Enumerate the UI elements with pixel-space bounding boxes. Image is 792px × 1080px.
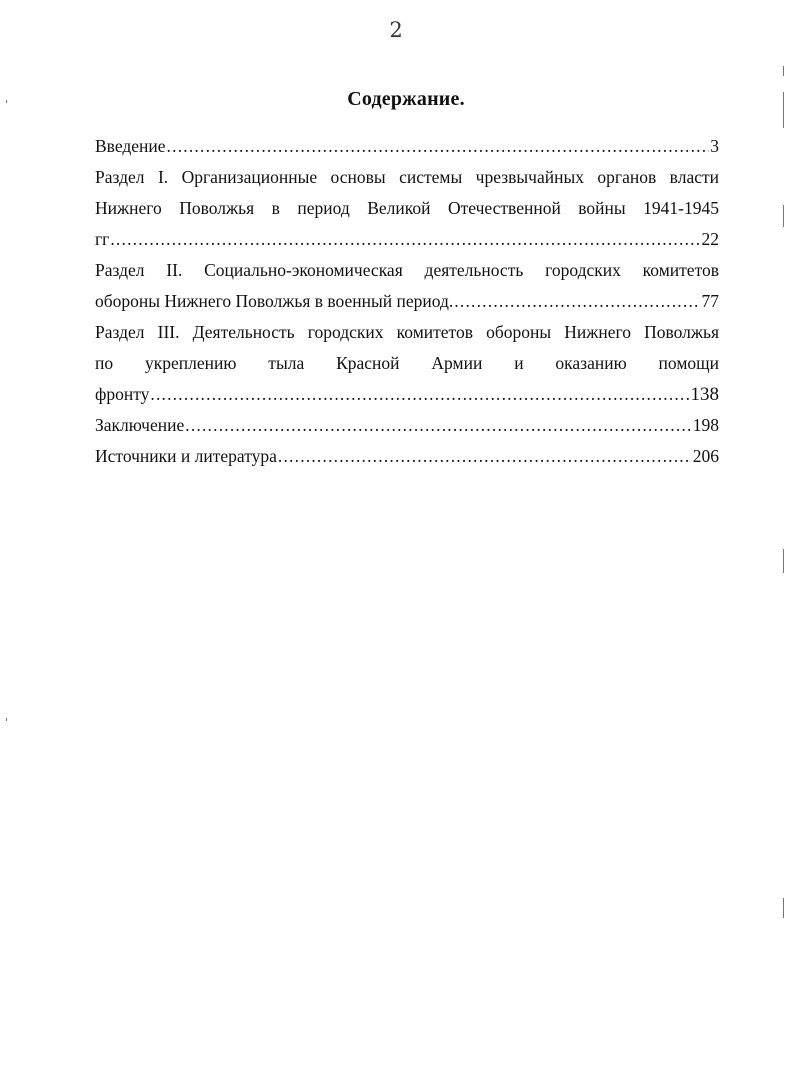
toc-intro-page: 3	[710, 136, 719, 156]
toc-entry-conclusion	[95, 410, 719, 441]
toc-conclusion-label: Заключение	[95, 415, 185, 435]
scan-mark	[783, 205, 784, 227]
toc-sources-label: Источники и литература	[95, 446, 277, 466]
toc-section1-page: 22	[701, 229, 719, 249]
toc-entry-sources	[95, 441, 719, 472]
toc-section3-page: 138	[690, 384, 719, 405]
dot-leader	[167, 131, 710, 162]
toc-section2-line1: Раздел II. Социально-экономическая деятельность городских комитетов	[95, 260, 719, 280]
dot-leader	[278, 441, 692, 472]
dot-leader	[150, 379, 689, 410]
dot-leader	[185, 410, 692, 441]
toc-entry-section1	[95, 224, 719, 255]
page-title: Содержание.	[347, 88, 465, 110]
scan-mark	[783, 549, 784, 573]
toc-entry-section3	[95, 379, 719, 410]
toc-section1-line1: Раздел I. Организационные основы системы чрезвычайных органов власти	[95, 167, 719, 187]
toc-sources-page: 206	[692, 446, 719, 466]
toc-conclusion-page: 198	[692, 415, 719, 435]
table-of-contents	[95, 131, 719, 472]
scan-mark	[783, 898, 784, 918]
toc-section2-line2: обороны Нижнего Поволжья в военный период.	[95, 291, 454, 311]
toc-entry-section2	[95, 286, 719, 317]
page-number: 2	[389, 18, 403, 42]
toc-section2-page: 77	[701, 291, 719, 311]
toc-intro-label: Введение	[95, 136, 166, 156]
toc-section3-line1: Раздел III. Деятельность городских комитетов обороны Нижнего Поволжья	[95, 322, 719, 342]
toc-section3-line3: фронту	[95, 384, 150, 404]
scan-mark	[783, 92, 784, 128]
toc-entry-intro	[95, 131, 719, 162]
scan-mark	[783, 66, 784, 76]
scan-mark	[6, 100, 7, 103]
scan-mark	[6, 718, 7, 721]
dot-leader	[110, 224, 700, 255]
toc-section1-line2: Нижнего Поволжья в период Великой Отечественной войны 1941-1945	[95, 198, 719, 218]
toc-section3-line2: по укреплению тыла Красной Армии и оказанию помощи	[95, 353, 719, 373]
toc-section1-line3: гг	[95, 229, 110, 249]
dot-leader	[454, 286, 700, 317]
